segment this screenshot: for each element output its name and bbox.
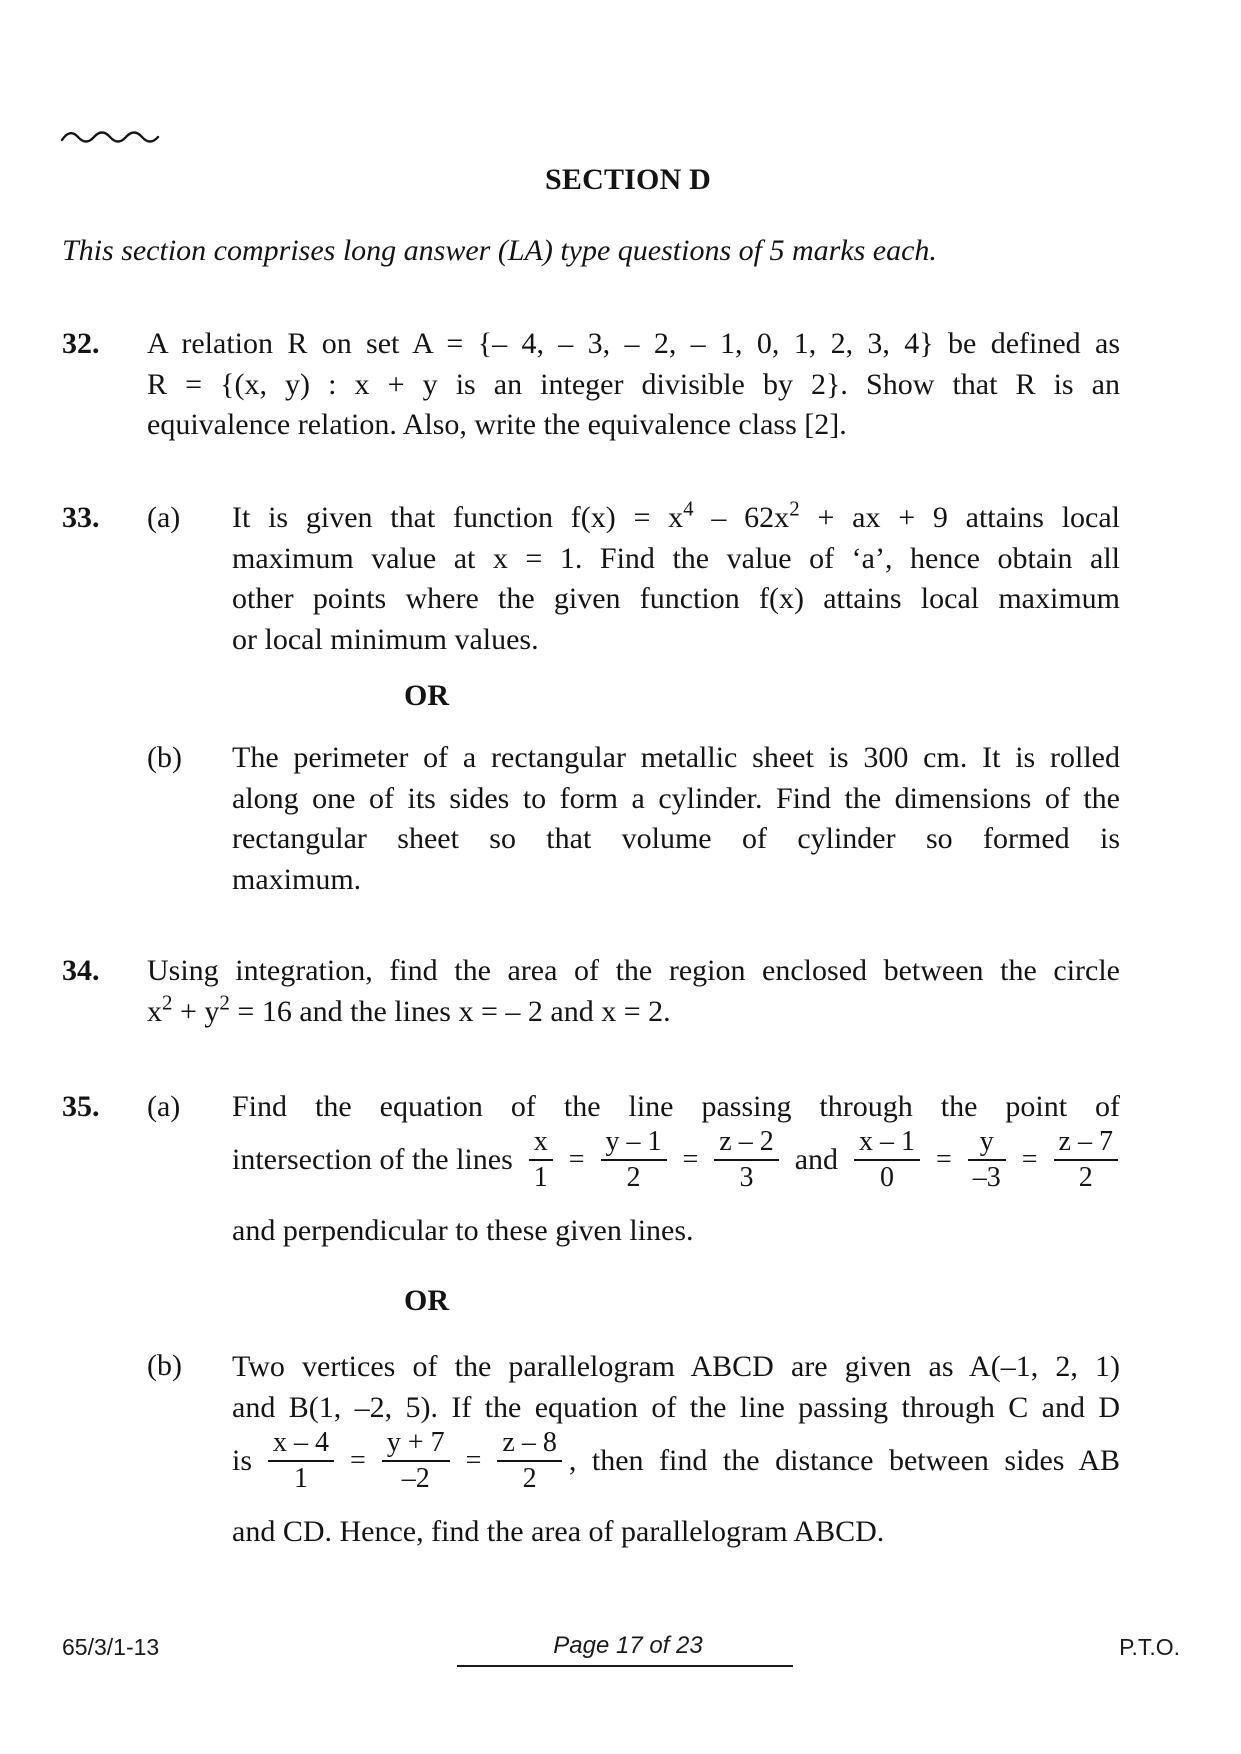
superscript: 2: [789, 496, 800, 521]
wavy-line-icon: [60, 122, 162, 144]
fraction-denominator: 2: [1078, 1161, 1093, 1193]
text-segment: – 62x: [693, 501, 790, 534]
fraction: [966, 1125, 1008, 1195]
part-a-text: [232, 498, 1120, 660]
equation-prefix: intersection of the lines: [232, 1143, 513, 1176]
equation-line: [232, 1125, 1120, 1195]
or-separator: OR: [404, 1284, 449, 1317]
equation-line: [232, 1426, 1120, 1496]
question-text-line: The perimeter of a rectangular metallic sheet is 300 cm. It is rolled: [232, 741, 1120, 774]
fraction-denominator: –3: [972, 1161, 1001, 1193]
paper-code: 65/3/1-13: [62, 1634, 160, 1660]
superscript: 2: [219, 990, 230, 1015]
fraction-numerator: z – 7: [1058, 1126, 1113, 1158]
question-text-line: Using integration, find the area of the region enclosed between the circle: [147, 954, 1120, 987]
fraction-denominator: –2: [401, 1462, 430, 1494]
equals-sign: =: [936, 1144, 952, 1175]
page-number-underline: [457, 1665, 793, 1667]
part-b-text: [232, 738, 1120, 900]
text-segment: + ax + 9 attains local: [799, 501, 1121, 534]
fraction: [495, 1426, 563, 1496]
question-text-line: rectangular sheet so that volume of cylinder so formed is: [232, 822, 1120, 856]
text-segment: = 16 and the lines x = – 2 and x = 2.: [229, 994, 671, 1028]
part-b-text-end: [232, 1512, 1120, 1553]
question-text-line: other points where the given function f(x) attains local maximum: [232, 582, 1120, 616]
equals-sign: =: [682, 1144, 699, 1175]
question-text-line: A relation R on set A = {– 4, – 3, – 2, – 1, 0, 1, 2, 3, 4} be defined as: [147, 327, 1120, 360]
fraction: [1052, 1125, 1120, 1195]
fraction-denominator: 3: [739, 1161, 754, 1193]
question-text-line: along one of its sides to form a cylinder. Find the dimensions of the: [232, 781, 1120, 815]
or-separator: OR: [404, 679, 449, 712]
question-text-line: [232, 498, 1120, 539]
fraction-denominator: 1: [533, 1161, 548, 1193]
fraction: [599, 1125, 669, 1195]
fraction-denominator: 1: [294, 1462, 309, 1494]
conjunction-text: and: [794, 1143, 839, 1176]
question-text-line: Two vertices of the parallelogram ABCD are given as A(–1, 2, 1): [232, 1350, 1120, 1383]
fraction-numerator: x – 4: [273, 1427, 330, 1459]
question-number: 34.: [62, 954, 100, 987]
fraction-numerator: y + 7: [386, 1427, 445, 1459]
superscript: 4: [683, 496, 694, 521]
fraction: [712, 1125, 780, 1195]
question-number: 35.: [62, 1090, 100, 1123]
equals-sign: =: [1021, 1144, 1038, 1175]
fraction-numerator: y – 1: [605, 1126, 662, 1158]
fraction-numerator: y: [979, 1126, 994, 1158]
page-number: Page 17 of 23: [553, 1632, 703, 1659]
text-segment: + y: [172, 994, 220, 1028]
fraction-numerator: x: [533, 1126, 548, 1158]
equals-sign: =: [350, 1445, 366, 1476]
question-text-line: [147, 992, 1120, 1033]
question-text-line: equivalence relation. Also, write the equivalence class [2].: [147, 408, 847, 442]
question-text-line: maximum.: [232, 862, 362, 896]
question-text-line: and perpendicular to these given lines.: [232, 1214, 694, 1247]
text-segment: It is given that function f(x) = x: [232, 501, 684, 534]
equals-sign: =: [568, 1144, 585, 1175]
question-number: 32.: [62, 327, 100, 360]
part-b-text: [232, 1346, 1120, 1428]
question-number: 33.: [62, 501, 100, 534]
fraction-numerator: z – 2: [719, 1126, 774, 1158]
question-text-line: Find the equation of the line passing through the point of: [232, 1090, 1120, 1123]
question-text-line: or local minimum values.: [232, 622, 539, 656]
question-text-line: and B(1, –2, 5). If the equation of the line passing through C and D: [232, 1391, 1120, 1424]
fraction: [380, 1426, 452, 1496]
fraction-numerator: x – 1: [859, 1126, 916, 1158]
section-instruction: This section comprises long answer (LA) type questions of 5 marks each.: [62, 234, 937, 267]
fraction-denominator: 0: [880, 1161, 895, 1193]
superscript: 2: [162, 990, 173, 1015]
question-text-line: maximum value at x = 1. Find the value of ‘a’, hence obtain all: [232, 541, 1120, 575]
fraction: [852, 1125, 922, 1195]
part-label: (b): [147, 741, 182, 774]
equation-suffix: , then find the distance between sides AB: [568, 1444, 1120, 1477]
fraction-denominator: 2: [522, 1462, 537, 1494]
fraction: [266, 1426, 336, 1496]
part-label: (a): [147, 501, 181, 534]
question-text-line: R = {(x, y) : x + y is an integer divisible by 2}. Show that R is an: [147, 367, 1120, 401]
fraction-numerator: z – 8: [502, 1427, 557, 1459]
part-a-text: [232, 1087, 1120, 1128]
part-label: (a): [147, 1090, 181, 1123]
section-title: SECTION D: [544, 163, 711, 196]
question-text: [147, 951, 1120, 1032]
part-label: (b): [147, 1349, 182, 1382]
please-turn-over: P.T.O.: [1119, 1634, 1180, 1660]
fraction-denominator: 2: [626, 1161, 641, 1193]
fraction: [527, 1125, 555, 1195]
equals-sign: =: [465, 1445, 482, 1476]
question-text: [147, 324, 1120, 446]
part-a-text-end: [232, 1211, 1120, 1252]
text-segment: x: [147, 994, 162, 1028]
question-text-line: and CD. Hence, find the area of parallelogram ABCD.: [232, 1515, 885, 1548]
equation-prefix: is: [232, 1444, 253, 1477]
